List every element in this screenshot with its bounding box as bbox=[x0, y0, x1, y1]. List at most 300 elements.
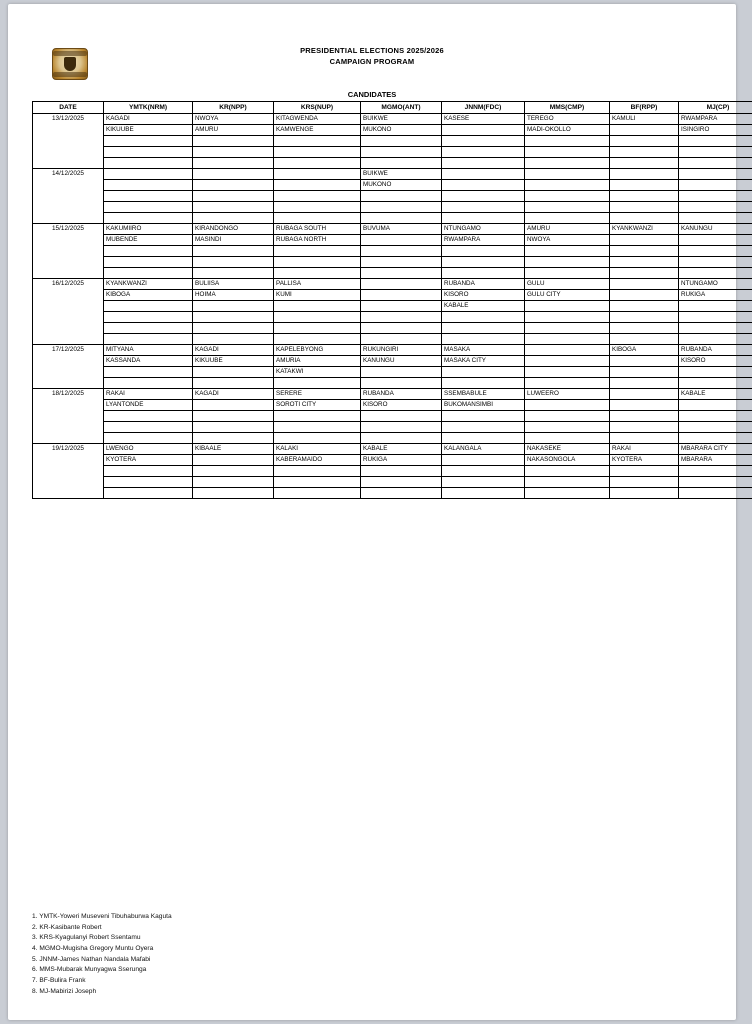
column-header-kr: KR(NPP) bbox=[193, 102, 274, 114]
district-cell bbox=[610, 202, 679, 213]
district-cell: AMURU bbox=[193, 125, 274, 136]
legend-item: 8. MJ-Mabirizi Joseph bbox=[32, 987, 97, 995]
district-cell bbox=[361, 268, 442, 279]
date-cell: 17/12/2025 bbox=[33, 345, 104, 389]
table-row bbox=[33, 268, 752, 279]
district-cell bbox=[274, 158, 361, 169]
table-row bbox=[33, 202, 752, 213]
district-cell bbox=[193, 367, 274, 378]
district-cell bbox=[525, 422, 610, 433]
district-cell bbox=[361, 290, 442, 301]
district-cell: MASAKA bbox=[442, 345, 525, 356]
district-cell: MUKONO bbox=[361, 180, 442, 191]
date-cell: 19/12/2025 bbox=[33, 444, 104, 499]
district-cell bbox=[442, 433, 525, 444]
district-cell: KIRANDONGO bbox=[193, 224, 274, 235]
district-cell: MASINDI bbox=[193, 235, 274, 246]
column-header-krs: KRS(NUP) bbox=[274, 102, 361, 114]
table-row bbox=[33, 400, 752, 411]
district-cell: RUKIGA bbox=[679, 290, 752, 301]
candidates-label: CANDIDATES bbox=[347, 90, 397, 99]
uganda-coat-of-arms-icon bbox=[52, 48, 88, 80]
column-header-mms: MMS(CMP) bbox=[525, 102, 610, 114]
district-cell bbox=[679, 235, 752, 246]
district-cell bbox=[104, 477, 193, 488]
district-cell bbox=[525, 400, 610, 411]
district-cell: KISORO bbox=[361, 400, 442, 411]
district-cell bbox=[361, 334, 442, 345]
district-cell bbox=[193, 158, 274, 169]
district-cell: KAKUMIIRO bbox=[104, 224, 193, 235]
district-cell bbox=[104, 378, 193, 389]
table-row bbox=[33, 125, 752, 136]
table-row bbox=[33, 356, 752, 367]
district-cell bbox=[104, 257, 193, 268]
district-cell bbox=[193, 466, 274, 477]
district-cell bbox=[679, 213, 752, 224]
table-row bbox=[33, 213, 752, 224]
district-cell bbox=[274, 477, 361, 488]
district-cell bbox=[610, 180, 679, 191]
district-cell bbox=[610, 169, 679, 180]
district-cell bbox=[679, 411, 752, 422]
district-cell: BUIKWE bbox=[361, 169, 442, 180]
district-cell bbox=[104, 147, 193, 158]
district-cell bbox=[193, 334, 274, 345]
district-cell: MASAKA CITY bbox=[442, 356, 525, 367]
district-cell bbox=[610, 400, 679, 411]
district-cell bbox=[442, 147, 525, 158]
district-cell bbox=[442, 202, 525, 213]
district-cell bbox=[525, 158, 610, 169]
table-row bbox=[33, 224, 752, 235]
district-cell bbox=[610, 301, 679, 312]
district-cell bbox=[361, 246, 442, 257]
district-cell: SERERE bbox=[274, 389, 361, 400]
district-cell bbox=[679, 136, 752, 147]
district-cell bbox=[679, 334, 752, 345]
date-cell: 18/12/2025 bbox=[33, 389, 104, 444]
table-row bbox=[33, 312, 752, 323]
district-cell bbox=[104, 191, 193, 202]
table-body bbox=[33, 114, 752, 499]
district-cell bbox=[361, 367, 442, 378]
table-row bbox=[33, 466, 752, 477]
district-cell bbox=[610, 213, 679, 224]
district-cell bbox=[679, 422, 752, 433]
district-cell bbox=[361, 433, 442, 444]
district-cell: KYANKWANZI bbox=[610, 224, 679, 235]
district-cell bbox=[610, 235, 679, 246]
legend-item: 5. JNNM-James Nathan Nandala Mafabi bbox=[32, 955, 151, 963]
district-cell bbox=[679, 477, 752, 488]
table-row bbox=[33, 290, 752, 301]
district-cell: MBARARA bbox=[679, 455, 752, 466]
district-cell bbox=[525, 301, 610, 312]
district-cell: KYOTERA bbox=[610, 455, 679, 466]
district-cell bbox=[193, 411, 274, 422]
district-cell bbox=[193, 136, 274, 147]
table-header bbox=[33, 102, 752, 114]
table-row bbox=[33, 488, 752, 499]
district-cell bbox=[274, 488, 361, 499]
district-cell bbox=[361, 323, 442, 334]
district-cell: NAKASONGOLA bbox=[525, 455, 610, 466]
district-cell bbox=[679, 169, 752, 180]
district-cell bbox=[274, 246, 361, 257]
district-cell bbox=[679, 301, 752, 312]
district-cell: LYANTONDE bbox=[104, 400, 193, 411]
district-cell bbox=[525, 488, 610, 499]
district-cell bbox=[525, 180, 610, 191]
table-row bbox=[33, 367, 752, 378]
district-cell bbox=[193, 191, 274, 202]
district-cell: KISORO bbox=[679, 356, 752, 367]
district-cell bbox=[274, 191, 361, 202]
district-cell bbox=[361, 191, 442, 202]
district-cell: LUWEERO bbox=[525, 389, 610, 400]
district-cell: RWAMPARA bbox=[442, 235, 525, 246]
district-cell: KASESE bbox=[442, 114, 525, 125]
district-cell bbox=[610, 389, 679, 400]
district-cell bbox=[193, 147, 274, 158]
district-cell bbox=[610, 323, 679, 334]
district-cell bbox=[525, 334, 610, 345]
district-cell bbox=[442, 466, 525, 477]
district-cell bbox=[104, 180, 193, 191]
district-cell bbox=[525, 257, 610, 268]
district-cell bbox=[610, 466, 679, 477]
district-cell bbox=[610, 378, 679, 389]
district-cell: SSEMBABULE bbox=[442, 389, 525, 400]
column-header-mgmo: MGMO(ANT) bbox=[361, 102, 442, 114]
district-cell bbox=[525, 433, 610, 444]
district-cell bbox=[104, 488, 193, 499]
district-cell bbox=[525, 367, 610, 378]
district-cell bbox=[525, 169, 610, 180]
district-cell bbox=[610, 125, 679, 136]
district-cell bbox=[361, 411, 442, 422]
district-cell: KIBAALE bbox=[193, 444, 274, 455]
district-cell: KAMWENGE bbox=[274, 125, 361, 136]
district-cell bbox=[679, 246, 752, 257]
district-cell bbox=[525, 378, 610, 389]
district-cell bbox=[610, 312, 679, 323]
district-cell bbox=[442, 422, 525, 433]
district-cell bbox=[104, 158, 193, 169]
table-row bbox=[33, 257, 752, 268]
district-cell: AMURIA bbox=[274, 356, 361, 367]
district-cell bbox=[442, 323, 525, 334]
district-cell bbox=[361, 488, 442, 499]
district-cell bbox=[525, 147, 610, 158]
date-cell: 13/12/2025 bbox=[33, 114, 104, 169]
district-cell: RUBANDA bbox=[679, 345, 752, 356]
district-cell bbox=[610, 290, 679, 301]
district-cell bbox=[442, 378, 525, 389]
column-header-ymtk: YMTK(NRM) bbox=[104, 102, 193, 114]
district-cell bbox=[442, 180, 525, 191]
district-cell bbox=[525, 356, 610, 367]
district-cell: MADI-OKOLLO bbox=[525, 125, 610, 136]
district-cell bbox=[104, 334, 193, 345]
district-cell bbox=[610, 488, 679, 499]
district-cell: KABALE bbox=[442, 301, 525, 312]
table-row bbox=[33, 334, 752, 345]
district-cell bbox=[274, 169, 361, 180]
district-cell bbox=[361, 466, 442, 477]
document-body bbox=[32, 40, 730, 499]
district-cell bbox=[104, 411, 193, 422]
district-cell bbox=[274, 213, 361, 224]
table-row bbox=[33, 378, 752, 389]
district-cell bbox=[442, 488, 525, 499]
district-cell bbox=[679, 147, 752, 158]
district-cell: KAPELEBYONG bbox=[274, 345, 361, 356]
page-title bbox=[32, 40, 712, 68]
district-cell bbox=[525, 466, 610, 477]
district-cell: KUMI bbox=[274, 290, 361, 301]
district-cell bbox=[610, 191, 679, 202]
district-cell bbox=[274, 147, 361, 158]
district-cell bbox=[193, 257, 274, 268]
district-cell bbox=[274, 257, 361, 268]
district-cell: BUKOMANSIMBI bbox=[442, 400, 525, 411]
district-cell bbox=[610, 136, 679, 147]
district-cell bbox=[442, 367, 525, 378]
district-cell bbox=[442, 411, 525, 422]
district-cell bbox=[193, 312, 274, 323]
district-cell bbox=[610, 422, 679, 433]
district-cell: NWOYA bbox=[193, 114, 274, 125]
district-cell bbox=[525, 345, 610, 356]
legend-item: 7. BF-Bulira Frank bbox=[32, 977, 86, 985]
district-cell: NTUNGAMO bbox=[679, 279, 752, 290]
district-cell bbox=[525, 191, 610, 202]
district-cell: KIKUUBE bbox=[193, 356, 274, 367]
district-cell bbox=[610, 279, 679, 290]
district-cell bbox=[361, 257, 442, 268]
district-cell: BUIKWE bbox=[361, 114, 442, 125]
district-cell bbox=[104, 268, 193, 279]
district-cell bbox=[610, 433, 679, 444]
district-cell bbox=[274, 180, 361, 191]
district-cell bbox=[442, 257, 525, 268]
district-cell bbox=[361, 202, 442, 213]
district-cell bbox=[104, 169, 193, 180]
district-cell: KATAKWI bbox=[274, 367, 361, 378]
district-cell: RAKAI bbox=[104, 389, 193, 400]
district-cell bbox=[442, 246, 525, 257]
district-cell bbox=[361, 477, 442, 488]
district-cell: RUBAGA SOUTH bbox=[274, 224, 361, 235]
crest-band-top bbox=[53, 51, 87, 56]
district-cell bbox=[361, 279, 442, 290]
district-cell: MITYANA bbox=[104, 345, 193, 356]
district-cell: MUBENDE bbox=[104, 235, 193, 246]
district-cell bbox=[193, 301, 274, 312]
table-row bbox=[33, 169, 752, 180]
district-cell: TEREGO bbox=[525, 114, 610, 125]
district-cell bbox=[679, 180, 752, 191]
date-cell: 15/12/2025 bbox=[33, 224, 104, 279]
district-cell: MBARARA CITY bbox=[679, 444, 752, 455]
district-cell bbox=[193, 477, 274, 488]
district-cell bbox=[679, 268, 752, 279]
district-cell bbox=[610, 246, 679, 257]
candidate-legend bbox=[32, 912, 172, 997]
district-cell bbox=[610, 257, 679, 268]
district-cell: KIBOGA bbox=[104, 290, 193, 301]
district-cell bbox=[442, 125, 525, 136]
column-header-bf: BF(RPP) bbox=[610, 102, 679, 114]
district-cell: KISORO bbox=[442, 290, 525, 301]
district-cell: RWAMPARA bbox=[679, 114, 752, 125]
district-cell bbox=[679, 466, 752, 477]
district-cell bbox=[104, 323, 193, 334]
district-cell: ISINGIRO bbox=[679, 125, 752, 136]
legend-item: 4. MGMO-Mugisha Gregory Muntu Oyera bbox=[32, 945, 154, 953]
table-row bbox=[33, 323, 752, 334]
district-cell: KANUNGU bbox=[361, 356, 442, 367]
paper-sheet bbox=[8, 4, 736, 1020]
district-cell bbox=[193, 246, 274, 257]
district-cell bbox=[361, 301, 442, 312]
district-cell bbox=[193, 268, 274, 279]
district-cell: NTUNGAMO bbox=[442, 224, 525, 235]
table-row bbox=[33, 345, 752, 356]
district-cell bbox=[274, 466, 361, 477]
crest-band-bottom bbox=[53, 72, 87, 77]
district-cell bbox=[442, 158, 525, 169]
district-cell bbox=[525, 312, 610, 323]
district-cell bbox=[610, 367, 679, 378]
district-cell bbox=[610, 356, 679, 367]
table-row bbox=[33, 235, 752, 246]
district-cell: RUBAGA NORTH bbox=[274, 235, 361, 246]
district-cell bbox=[104, 246, 193, 257]
district-cell: KALAKI bbox=[274, 444, 361, 455]
district-cell bbox=[525, 202, 610, 213]
district-cell bbox=[679, 158, 752, 169]
district-cell bbox=[193, 323, 274, 334]
district-cell: KAGADI bbox=[193, 389, 274, 400]
district-cell: BULIISA bbox=[193, 279, 274, 290]
title-line-2: CAMPAIGN PROGRAM bbox=[329, 56, 415, 66]
district-cell bbox=[274, 268, 361, 279]
district-cell: KABERAMAIDO bbox=[274, 455, 361, 466]
title-line-1: PRESIDENTIAL ELECTIONS 2025/2026 bbox=[300, 46, 444, 55]
district-cell: GULU bbox=[525, 279, 610, 290]
table-row bbox=[33, 191, 752, 202]
table-row bbox=[33, 246, 752, 257]
district-cell bbox=[104, 422, 193, 433]
district-cell: KITAGWENDA bbox=[274, 114, 361, 125]
date-cell: 14/12/2025 bbox=[33, 169, 104, 224]
table-header-row bbox=[33, 102, 752, 114]
table-row bbox=[33, 136, 752, 147]
district-cell bbox=[193, 433, 274, 444]
district-cell bbox=[679, 367, 752, 378]
crest-shield bbox=[64, 57, 76, 71]
district-cell bbox=[104, 312, 193, 323]
district-cell bbox=[525, 268, 610, 279]
district-cell: KANUNGU bbox=[679, 224, 752, 235]
district-cell bbox=[274, 202, 361, 213]
district-cell: PALLISA bbox=[274, 279, 361, 290]
district-cell bbox=[679, 378, 752, 389]
district-cell: AMURU bbox=[525, 224, 610, 235]
district-cell bbox=[442, 268, 525, 279]
district-cell bbox=[361, 136, 442, 147]
legend-item: 2. KR-Kasibante Robert bbox=[32, 923, 102, 931]
district-cell: KAGADI bbox=[104, 114, 193, 125]
table-row bbox=[33, 411, 752, 422]
district-cell: KAGADI bbox=[193, 345, 274, 356]
district-cell bbox=[361, 378, 442, 389]
table-row bbox=[33, 301, 752, 312]
campaign-program-table bbox=[32, 101, 752, 499]
district-cell bbox=[193, 488, 274, 499]
column-header-jnnm: JNNM(FDC) bbox=[442, 102, 525, 114]
district-cell: RUKUNGIRI bbox=[361, 345, 442, 356]
district-cell: KYANKWANZI bbox=[104, 279, 193, 290]
table-row bbox=[33, 180, 752, 191]
district-cell bbox=[679, 323, 752, 334]
district-cell bbox=[442, 169, 525, 180]
district-cell bbox=[193, 213, 274, 224]
table-row bbox=[33, 422, 752, 433]
district-cell bbox=[610, 477, 679, 488]
table-row bbox=[33, 444, 752, 455]
district-cell: RUBANDA bbox=[361, 389, 442, 400]
district-cell bbox=[525, 411, 610, 422]
district-cell bbox=[679, 488, 752, 499]
district-cell: HOIMA bbox=[193, 290, 274, 301]
district-cell bbox=[525, 323, 610, 334]
district-cell: GULU CITY bbox=[525, 290, 610, 301]
district-cell bbox=[525, 477, 610, 488]
column-header-mj: MJ(CP) bbox=[679, 102, 752, 114]
table-row bbox=[33, 433, 752, 444]
district-cell bbox=[104, 367, 193, 378]
district-cell: KABALE bbox=[361, 444, 442, 455]
document-header bbox=[32, 40, 712, 84]
district-cell bbox=[104, 213, 193, 224]
district-cell bbox=[193, 422, 274, 433]
district-cell bbox=[193, 202, 274, 213]
district-cell bbox=[193, 455, 274, 466]
district-cell bbox=[442, 191, 525, 202]
table-row bbox=[33, 158, 752, 169]
district-cell bbox=[274, 334, 361, 345]
district-cell bbox=[525, 246, 610, 257]
legend-item: 3. KRS-Kyagulanyi Robert Ssentamu bbox=[32, 934, 141, 942]
district-cell: NWOYA bbox=[525, 235, 610, 246]
district-cell bbox=[525, 213, 610, 224]
district-cell: MUKONO bbox=[361, 125, 442, 136]
district-cell: NAKASEKE bbox=[525, 444, 610, 455]
district-cell bbox=[274, 378, 361, 389]
district-cell bbox=[193, 169, 274, 180]
table-row bbox=[33, 455, 752, 466]
table-row bbox=[33, 477, 752, 488]
column-header-date: DATE bbox=[33, 102, 104, 114]
district-cell: RUBANDA bbox=[442, 279, 525, 290]
table-row bbox=[33, 279, 752, 290]
district-cell bbox=[679, 433, 752, 444]
district-cell bbox=[610, 268, 679, 279]
